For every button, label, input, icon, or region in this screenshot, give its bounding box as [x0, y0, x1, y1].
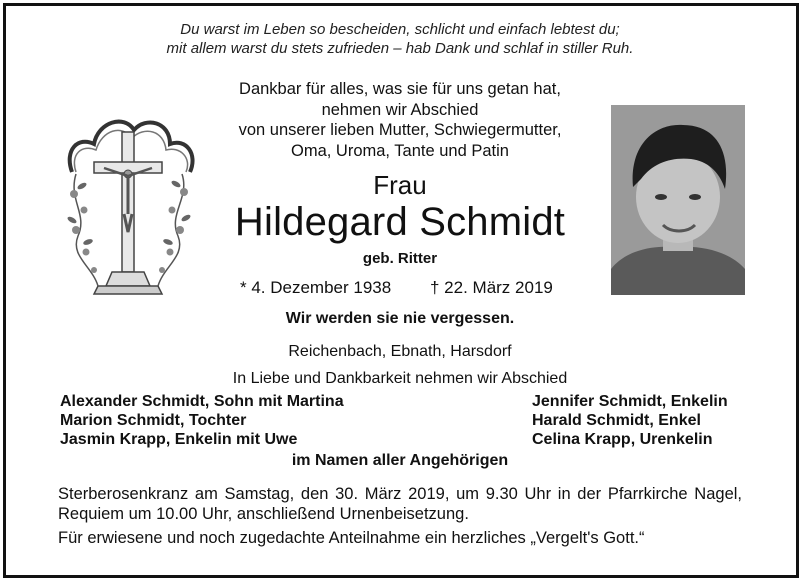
intro-text [170, 79, 630, 161]
intro-line-4: Oma, Uroma, Tante und Patin [291, 141, 509, 160]
birth-date: * 4. Dezember 1938 [240, 278, 392, 297]
mourner: Alexander Schmidt, Sohn mit Martina [60, 393, 344, 410]
farewell-line: In Liebe und Dankbarkeit nehmen wir Abschied [232, 370, 568, 387]
thanks-line: Für erwiesene und noch zugedachte Anteilnahme ein herzliches „Vergelt's Gott.“ [58, 529, 645, 547]
mourner: Jasmin Krapp, Enkelin mit Uwe [60, 431, 298, 448]
places: Reichenbach, Ebnath, Harsdorf [288, 343, 512, 360]
intro-line-2: nehmen wir Abschied [321, 100, 479, 119]
poem-line-1: Du warst im Leben so bescheiden, schlicht und einfach lebtest du; [180, 21, 620, 38]
on-behalf: im Namen aller Angehörigen [291, 452, 509, 469]
poem-line-2: mit allem warst du stets zufrieden – hab Dank und schlaf in stiller Ruh. [166, 40, 634, 57]
poem [0, 20, 800, 58]
salutation: Frau [373, 170, 427, 200]
mourner: Jennifer Schmidt, Enkelin [532, 393, 728, 410]
intro-line-3: von unserer lieben Mutter, Schwiegermutter, [238, 121, 562, 139]
service-info: Sterberosenkranz am Samstag, den 30. März 2019, um 9.30 Uhr in der Pfarrkirche Nagel, Requiem um 10.00 Uhr, anschließend Urnenbeisetzung. [58, 485, 742, 523]
mourners-left [60, 392, 344, 449]
mourners-right [532, 392, 728, 449]
intro-line-1: Dankbar für alles, was sie für uns getan hat, [239, 80, 561, 98]
death-date: † 22. März 2019 [430, 278, 553, 297]
mourner: Harald Schmidt, Enkel [532, 412, 701, 429]
deceased-name: Hildegard Schmidt [234, 200, 566, 244]
mourner: Celina Krapp, Urenkelin [532, 431, 713, 448]
maiden-name: geb. Ritter [362, 250, 438, 267]
mourner: Marion Schmidt, Tochter [60, 412, 247, 429]
motto: Wir werden sie nie vergessen. [285, 310, 515, 327]
